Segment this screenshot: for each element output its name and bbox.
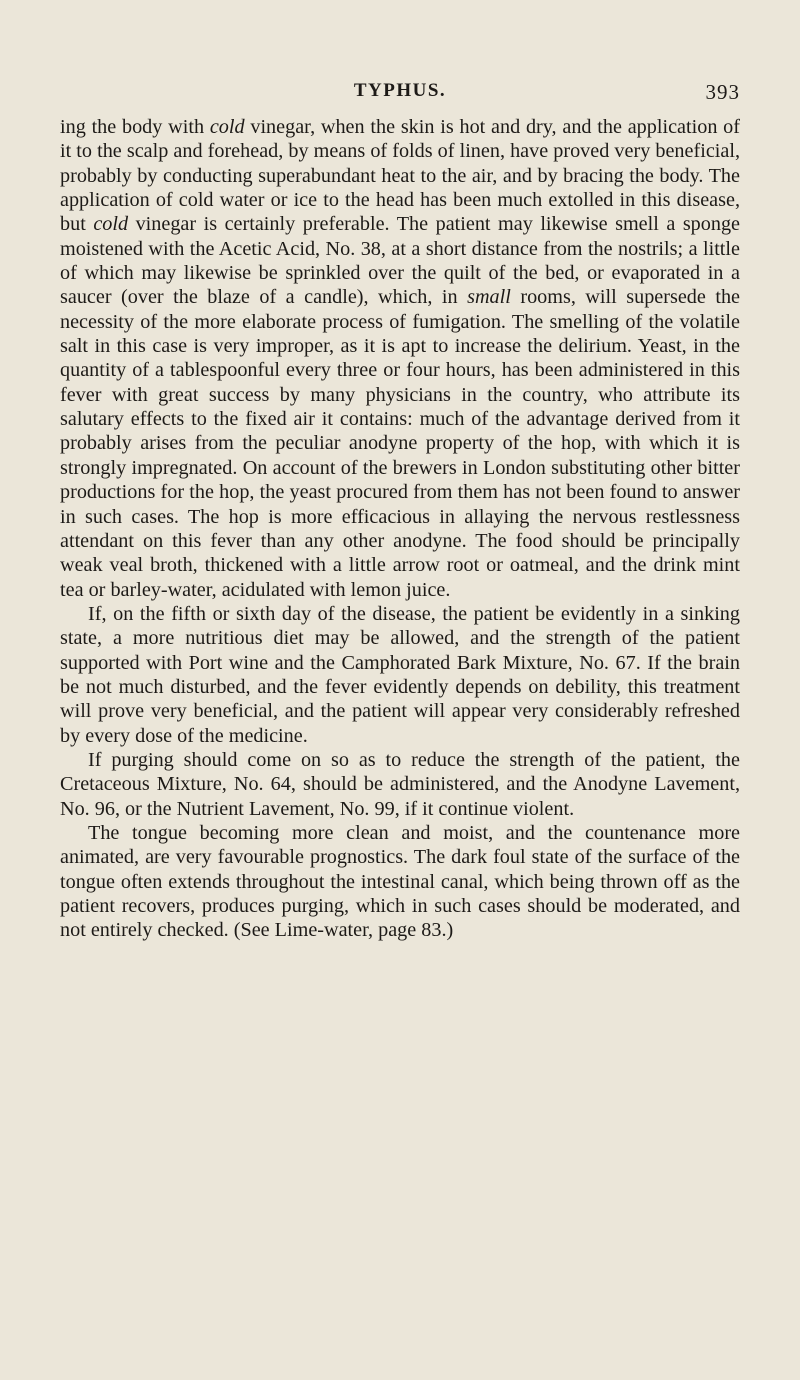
- body-text: [60, 115, 740, 943]
- italic-segment: cold: [209, 116, 245, 138]
- italic-segment: small: [467, 286, 511, 309]
- text-segment: ing the body with: [60, 116, 210, 138]
- text-segment: vinegar is certainly preferable. The patient may likewise smell a sponge moistened with the Acetic Acid, No. 38, at a short distance from the nostrils; a little of which may likewise be sprinkled over the quilt of the bed, or evaporated in a saucer (over the blaze of a candle), which, in: [60, 213, 741, 309]
- text-segment: If purging should come on so as to reduce the strength of the patient, the Cretaceous Mixture, No. 64, should be administered, and the Anodyne Lavement, No. 96, or the Nutrient Lavement, No. 99, if it continue violent.: [60, 748, 740, 820]
- italic-segment: cold: [93, 213, 129, 236]
- page-number: 393: [705, 80, 740, 104]
- text-segment: vinegar, when the skin is hot and dry, and the application of it to the scalp and forehead, by means of folds of linen, have proved very beneficial, probably by conducting superabundant heat to the air, and by bracing the body. The application of cold water or ice to the head has been much extolled in this disease, but: [60, 116, 740, 236]
- text-segment: rooms, will supersede the necessity of the more elaborate process of fumigation. The smelling of the volatile salt in this case is very improper, as it is apt to increase the delirium. Yeast, in the quantity of a tablespoonful every three or four hours, has been administered in this fever with great success by many physicians in the country, who attribute its salutary effects to the fixed air it contains: much of the advantage derived from it probably arises from the peculiar anodyne property of the hop, with which it is strongly impregnated. On account of the brewers in London substituting other bitter productions for the hop, the yeast procured from them has not been found to answer in such cases. The hop is more efficacious in allaying the nervous restlessness attendant on this fever than any other anodyne. The food should be principally weak veal broth, thickened with a little arrow root or oatmeal, and the drink mint tea or barley-water, acidulated with lemon juice.: [60, 286, 740, 601]
- paragraph: [60, 821, 740, 943]
- paragraph: [60, 115, 740, 602]
- text-segment: If, on the fifth or sixth day of the disease, the patient be evidently in a sinking state, a more nutritious diet may be allowed, and the strength of the patient supported with Port wine and the Camphorated Bark Mixture, No. 67. If the brain be not much disturbed, and the fever evidently depends on debility, this treatment will prove very beneficial, and the patient will appear very considerably refreshed by every dose of the medicine.: [60, 602, 740, 747]
- paragraph: [60, 748, 740, 821]
- paragraph: [60, 602, 740, 748]
- running-head: TYPHUS.: [353, 80, 447, 101]
- page-header: [60, 80, 740, 108]
- text-segment: The tongue becoming more clean and moist, and the countenance more animated, are very favourable prognostics. The dark foul state of the surface of the tongue often extends throughout the intestinal canal, which being thrown off as the patient recovers, produces purging, which in such cases should be moderated, and not entirely checked. (See Lime-water, page 83.): [60, 821, 740, 942]
